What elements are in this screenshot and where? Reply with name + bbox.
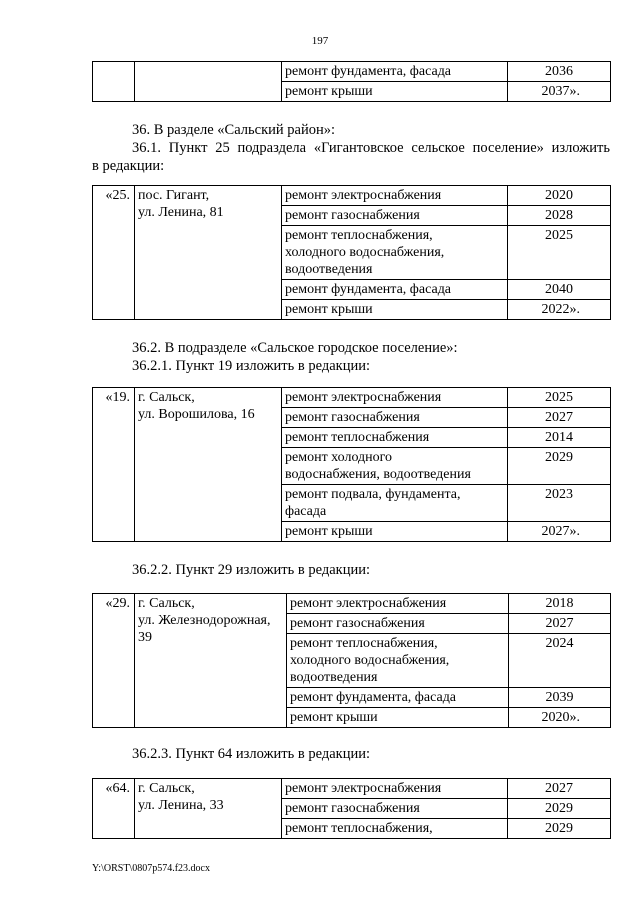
paragraph: 36.1. Пункт 25 подраздела «Гигантовское сельское поселение» изложить bbox=[132, 140, 610, 156]
table-row bbox=[93, 779, 611, 799]
work-cell: ремонт газоснабжения bbox=[282, 408, 508, 428]
work-cell: ремонт газоснабжения bbox=[282, 799, 508, 819]
year-cell: 2027». bbox=[508, 522, 611, 542]
year-cell: 2027 bbox=[508, 408, 611, 428]
paragraph: 36.2.1. Пункт 19 изложить в редакции: bbox=[132, 358, 371, 374]
year-cell: 2029 bbox=[508, 448, 611, 485]
page-number: 197 bbox=[311, 35, 329, 47]
paragraph: 36.2.3. Пункт 64 изложить в редакции: bbox=[132, 746, 371, 762]
work-cell: ремонт крыши bbox=[282, 82, 508, 102]
table-row bbox=[93, 594, 611, 614]
year-cell: 2039 bbox=[509, 688, 611, 708]
paragraph: 36.2. В подразделе «Сальское городское поселение»: bbox=[132, 340, 458, 356]
work-cell: ремонт крыши bbox=[287, 708, 509, 728]
table-row bbox=[93, 62, 611, 82]
table-item-29 bbox=[92, 593, 611, 728]
year-cell: 2018 bbox=[509, 594, 611, 614]
table-item-25 bbox=[92, 185, 611, 320]
year-cell: 2037». bbox=[508, 82, 611, 102]
work-cell: ремонт газоснабжения bbox=[287, 614, 509, 634]
work-cell: ремонт теплоснабжения bbox=[282, 428, 508, 448]
work-cell: ремонт подвала, фундамента, фасада bbox=[282, 485, 508, 522]
year-cell: 2029 bbox=[508, 819, 611, 839]
address-cell: г. Сальск, ул. Ленина, 33 bbox=[135, 779, 282, 839]
table-continuation bbox=[92, 61, 611, 102]
work-cell: ремонт теплоснабжения, холодного водоснабжения, водоотведения bbox=[282, 226, 508, 280]
table-item-64 bbox=[92, 778, 611, 839]
year-cell: 2040 bbox=[508, 280, 611, 300]
table-item-19 bbox=[92, 387, 611, 542]
footer-file-path: Y:\ORST\0807p574.f23.docx bbox=[92, 863, 210, 874]
work-cell: ремонт электроснабжения bbox=[287, 594, 509, 614]
year-cell: 2025 bbox=[508, 226, 611, 280]
work-cell: ремонт крыши bbox=[282, 300, 508, 320]
year-cell: 2029 bbox=[508, 799, 611, 819]
year-cell: 2024 bbox=[509, 634, 611, 688]
num-cell: «25. bbox=[93, 186, 135, 320]
section-heading: 36. В разделе «Сальский район»: bbox=[132, 122, 335, 138]
table-row bbox=[93, 186, 611, 206]
year-cell: 2036 bbox=[508, 62, 611, 82]
num-cell: «29. bbox=[93, 594, 135, 728]
year-cell: 2020». bbox=[509, 708, 611, 728]
num-cell bbox=[93, 62, 135, 102]
num-cell: «19. bbox=[93, 388, 135, 542]
year-cell: 2027 bbox=[508, 779, 611, 799]
work-cell: ремонт холодного водоснабжения, водоотведения bbox=[282, 448, 508, 485]
address-cell: г. Сальск, ул. Железнодорожная, 39 bbox=[135, 594, 287, 728]
year-cell: 2022». bbox=[508, 300, 611, 320]
work-cell: ремонт фундамента, фасада bbox=[287, 688, 509, 708]
work-cell: ремонт электроснабжения bbox=[282, 779, 508, 799]
work-cell: ремонт фундамента, фасада bbox=[282, 62, 508, 82]
address-cell bbox=[135, 62, 282, 102]
year-cell: 2014 bbox=[508, 428, 611, 448]
year-cell: 2028 bbox=[508, 206, 611, 226]
year-cell: 2020 bbox=[508, 186, 611, 206]
paragraph: 36.2.2. Пункт 29 изложить в редакции: bbox=[132, 562, 371, 578]
work-cell: ремонт фундамента, фасада bbox=[282, 280, 508, 300]
work-cell: ремонт газоснабжения bbox=[282, 206, 508, 226]
table-row bbox=[93, 388, 611, 408]
work-cell: ремонт электроснабжения bbox=[282, 388, 508, 408]
work-cell: ремонт теплоснабжения, холодного водоснабжения, водоотведения bbox=[287, 634, 509, 688]
num-cell: «64. bbox=[93, 779, 135, 839]
paragraph: в редакции: bbox=[92, 158, 165, 174]
year-cell: 2025 bbox=[508, 388, 611, 408]
work-cell: ремонт теплоснабжения, bbox=[282, 819, 508, 839]
address-cell: пос. Гигант, ул. Ленина, 81 bbox=[135, 186, 282, 320]
work-cell: ремонт крыши bbox=[282, 522, 508, 542]
year-cell: 2023 bbox=[508, 485, 611, 522]
address-cell: г. Сальск, ул. Ворошилова, 16 bbox=[135, 388, 282, 542]
work-cell: ремонт электроснабжения bbox=[282, 186, 508, 206]
year-cell: 2027 bbox=[509, 614, 611, 634]
